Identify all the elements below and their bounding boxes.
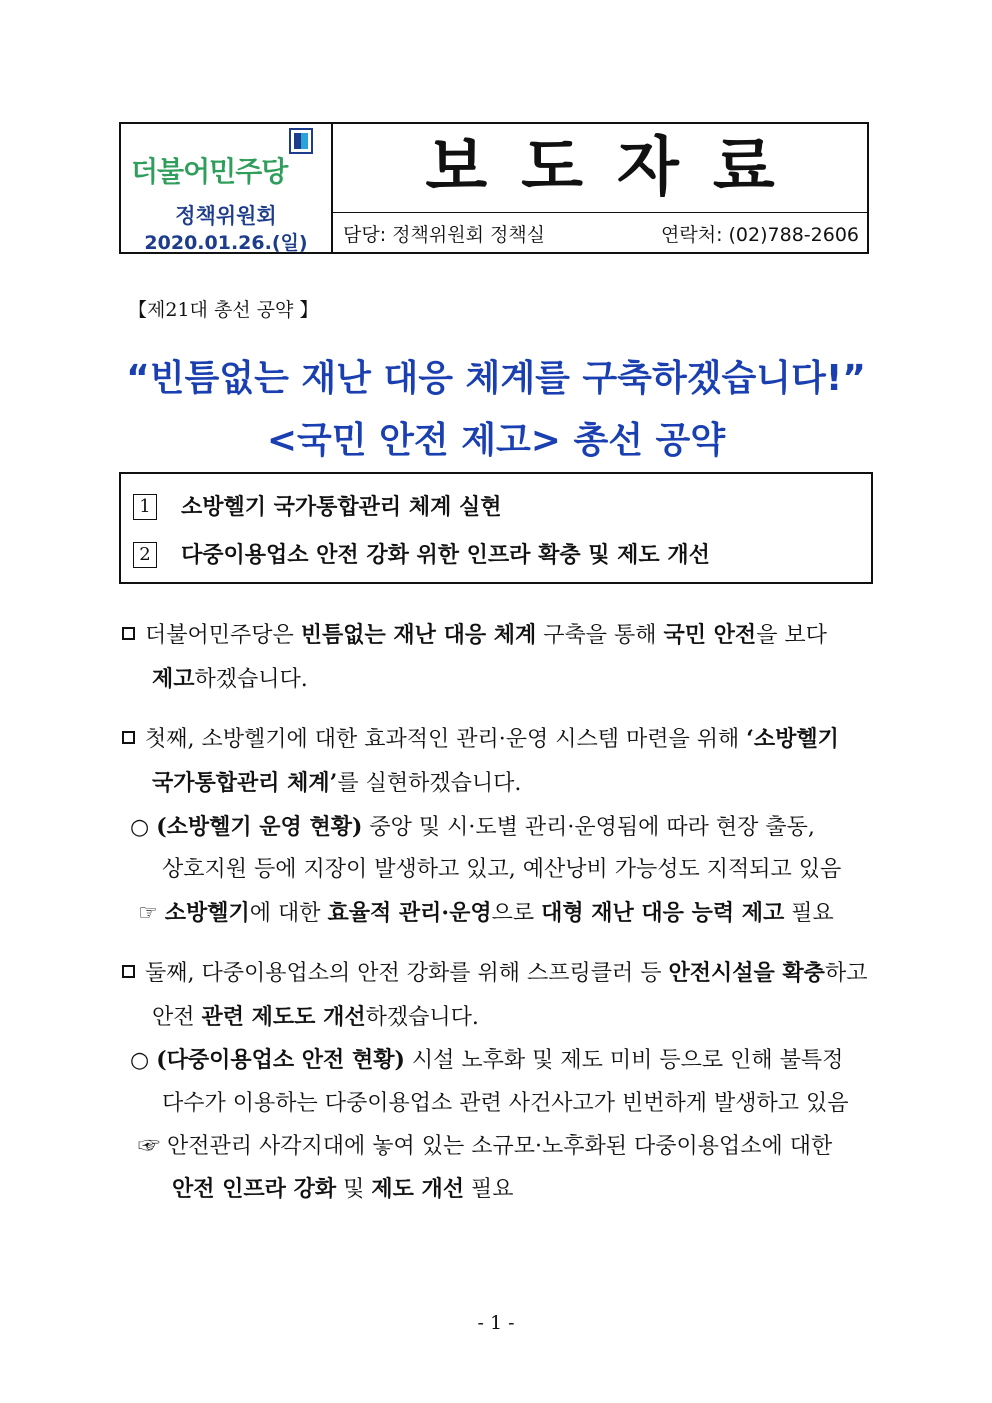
press-release-title: 보도자료: [425, 131, 809, 205]
text: 필요: [464, 1177, 514, 1202]
paragraph-3-cont: [152, 1004, 479, 1032]
text: 하겠습니다.: [365, 1005, 479, 1030]
emphasis: 빈틈없는 재난 대응 체계: [300, 622, 537, 648]
paragraph-3-note-cont: [172, 1176, 514, 1204]
paragraph-3-note: [138, 1133, 832, 1161]
paragraph-2-note: [138, 900, 834, 928]
party-logo-block: [121, 124, 333, 252]
party-name: 더불어민주당: [131, 155, 288, 188]
circle-bullet-icon: ○: [130, 1048, 150, 1073]
page-number: - 1 -: [477, 1312, 515, 1334]
emphasis: (소방헬기 운영 현황): [156, 814, 363, 840]
paragraph-2-cont: [152, 770, 521, 798]
pointing-hand-icon: ☞: [138, 901, 158, 926]
summary-item: [133, 490, 502, 521]
contact-phone: 연락처: (02)788-2606: [661, 224, 859, 246]
text: 을 보다: [756, 623, 827, 648]
text: 하고: [824, 961, 868, 986]
title-row: [333, 124, 867, 213]
headline-sub: <국민 안전 제고> 총선 공약: [266, 420, 726, 461]
emphasis: 소방헬기: [164, 900, 250, 926]
committee-name: 정책위원회: [175, 204, 277, 228]
paragraph-3-sub-cont: [162, 1090, 849, 1118]
text: 구축을 통해: [536, 623, 664, 648]
text: 안전관리 사각지대에 놓여 있는 소규모·노후화된 다중이용업소에 대한: [167, 1134, 833, 1159]
paragraph-3: [122, 960, 867, 988]
paragraph-2: [122, 726, 839, 754]
square-bullet-icon: [122, 731, 135, 744]
paragraph-2-sub-cont: [162, 856, 841, 884]
headline-main: “빈틈없는 재난 대응 체계를 구축하겠습니다!”: [126, 358, 866, 399]
text: 으로: [491, 901, 542, 926]
circle-bullet-icon: ○: [130, 815, 150, 840]
summary-text: 다중이용업소 안전 강화 위한 인프라 확충 및 제도 개선: [181, 542, 710, 568]
paragraph-3-sub: [130, 1047, 843, 1075]
text: 중앙 및 시·도별 관리·운영됨에 따라 현장 출동,: [362, 815, 815, 840]
summary-number: 2: [133, 542, 157, 568]
contact-row: [333, 213, 867, 252]
summary-number: 1: [133, 494, 157, 520]
emphasis: 국민 안전: [663, 622, 757, 648]
text: 첫째, 소방헬기에 대한 효과적인 관리·운영 시스템 마련을 위해: [145, 727, 747, 752]
press-title-block: [333, 124, 867, 252]
party-logo-icon: [289, 128, 313, 154]
text: 둘째, 다중이용업소의 안전 강화를 위해 스프링클러 등: [145, 961, 669, 986]
paragraph-1: [122, 622, 827, 650]
text: 더불어민주당은: [145, 623, 301, 648]
summary-box: [119, 472, 873, 584]
emphasis: 안전 인프라 강화: [172, 1176, 337, 1202]
emphasis: 대형 재난 대응 능력 제고: [541, 900, 785, 926]
emphasis: (다중이용업소 안전 현황): [156, 1047, 405, 1073]
emphasis: 국가통합관리 체계’: [152, 770, 338, 796]
emphasis: 안전시설을 확충: [668, 960, 825, 986]
press-header: [119, 122, 869, 254]
text: 하겠습니다.: [194, 667, 308, 692]
square-bullet-icon: [122, 965, 135, 978]
emphasis: 관련 제도도 개선: [201, 1004, 366, 1030]
text: 및: [336, 1177, 372, 1202]
text: 안전: [152, 1005, 202, 1030]
text: 에 대한: [249, 901, 328, 926]
category-tag: 【제21대 총선 공약 】: [128, 299, 319, 321]
emphasis: 제고: [152, 666, 195, 692]
emphasis: ‘소방헬기: [746, 726, 839, 752]
summary-item: [133, 538, 710, 569]
text: 상호지원 등에 지장이 발생하고 있고, 예산낭비 가능성도 지적되고 있음: [162, 857, 842, 882]
emphasis: 효율적 관리·운영: [327, 900, 492, 926]
pointing-hand-icon: ☞: [138, 1134, 161, 1159]
summary-text: 소방헬기 국가통합관리 체계 실현: [181, 494, 502, 520]
paragraph-2-sub: [130, 814, 815, 842]
text: 시설 노후화 및 제도 미비 등으로 인해 불특정: [404, 1048, 844, 1073]
contact-department: 담당: 정책위원회 정책실: [343, 224, 546, 246]
text: 필요: [784, 901, 834, 926]
text: 를 실현하겠습니다.: [337, 771, 522, 796]
release-date: 2020.01.26.(일): [144, 232, 308, 254]
square-bullet-icon: [122, 627, 135, 640]
paragraph-1-cont: [152, 666, 308, 694]
emphasis: 제도 개선: [371, 1176, 465, 1202]
text: 다수가 이용하는 다중이용업소 관련 사건사고가 빈번하게 발생하고 있음: [162, 1091, 849, 1116]
